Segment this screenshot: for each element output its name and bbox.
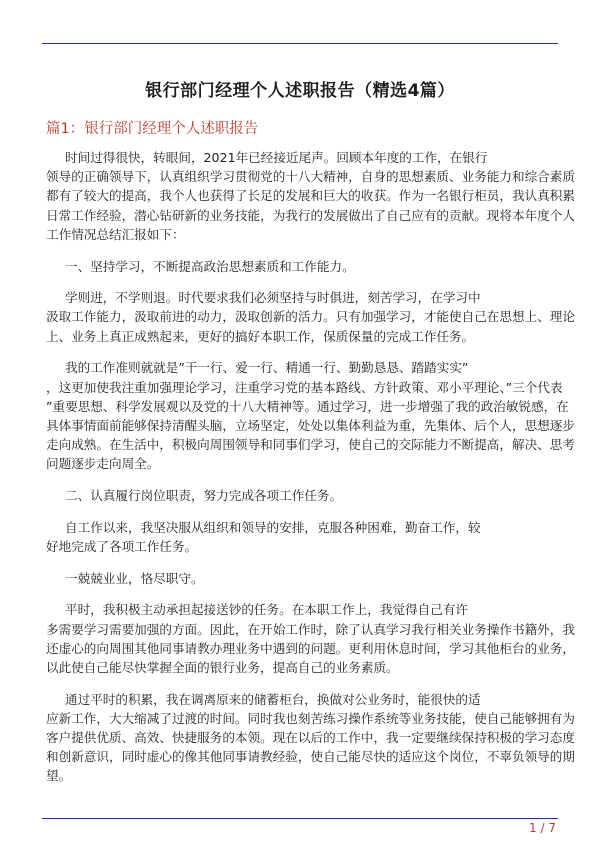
text-line: 应新工作，大大缩减了过渡的时间。同时我也刻苦练习操作系统等业务技能，使自己能够拥有为 bbox=[46, 710, 575, 726]
text-line: ”重要思想、科学发展观以及党的十八大精神等。通过学习，进一步增强了我的政治敏锐感，在 bbox=[46, 398, 569, 414]
text-line: 工作情况总结汇报如下： bbox=[46, 226, 185, 242]
text-line: 平时，我积极主动承担起接送钞的任务。在本职工作上，我觉得自己有许 bbox=[65, 602, 468, 618]
text-line: 上、业务上真正成熟起来，更好的搞好本职工作，保质保量的完成工作任务。 bbox=[46, 328, 475, 344]
paragraph bbox=[46, 569, 558, 588]
paragraph bbox=[46, 486, 558, 505]
paragraph bbox=[46, 600, 575, 677]
text-line: 领导的正确领导下，认真组织学习贯彻党的十八大精神，自身的思想素质、业务能力和综合素质 bbox=[46, 169, 575, 185]
page-indicator: 1 / 7 bbox=[529, 821, 556, 835]
text-line: 望。 bbox=[46, 768, 72, 784]
text-line: 时间过得很快，转眼间，2021年已经接近尾声。回顾本年度的工作，在银行 bbox=[65, 150, 488, 165]
text-line: 好地完成了各项工作任务。 bbox=[46, 538, 198, 554]
text-line: 具体事情面前能够保持清醒头脑，立场坚定，处处以集体利益为重，先集体、后个人，思想逐步 bbox=[46, 417, 575, 433]
paragraph bbox=[46, 690, 575, 786]
paragraph bbox=[46, 257, 558, 276]
text-line: 通过平时的积累，我在调离原来的储蓄柜台，换做对公业务时，能很快的适 bbox=[65, 691, 481, 707]
text-line: 二、认真履行岗位职责，努力完成各项工作任务。 bbox=[65, 488, 343, 504]
text-line: 走向成熟。在生活中，积极向周围领导和同事们学习，使自己的交际能力不断提高，解决、思考 bbox=[46, 437, 575, 453]
text-line: ，这更加使我注重加强理论学习，注重学习党的基本路线、方针政策、邓小平理论、”三个代表 bbox=[46, 379, 563, 395]
text-line: 日常工作经验，潜心钻研新的业务技能，为我行的发展做出了自己应有的贡献。现将本年度个人 bbox=[46, 207, 575, 223]
text-line: 都有了较大的提高，我个人也获得了长足的发展和巨大的收获。作为一名银行柜员，我认真积累 bbox=[46, 188, 575, 204]
paragraph bbox=[46, 288, 575, 346]
document-body bbox=[46, 148, 575, 798]
text-line: 和创新意识，同时虚心的像其他同事请教经验，使自己能尽快的适应这个岗位，不辜负领导的期 bbox=[46, 749, 575, 765]
header-rule bbox=[42, 43, 558, 44]
text-line: 问题逐步走向周全。 bbox=[46, 456, 160, 472]
text-line: 多需要学习需要加强的方面。因此，在开始工作时，除了认真学习我行相关业务操作书籍外，我 bbox=[46, 621, 575, 637]
text-line: 自工作以来，我坚决服从组织和领导的安排，克服各种困难，勤奋工作，较 bbox=[65, 519, 481, 535]
document-title: 银行部门经理个人述职报告（精选4篇） bbox=[145, 81, 455, 101]
text-line: 还虚心的向周围其他同事请教办理业务中遇到的问题。更利用休息时间，学习其他柜台的业务， bbox=[46, 640, 575, 656]
paragraph bbox=[46, 148, 575, 244]
text-line: 一、坚持学习，不断提高政治思想素质和工作能力。 bbox=[65, 258, 355, 274]
footer-rule bbox=[42, 818, 558, 819]
section-title: 篇1：银行部门经理个人述职报告 bbox=[46, 121, 259, 137]
text-line: 学则进，不学则退。时代要求我们必须坚持与时俱进，刻苦学习，在学习中 bbox=[65, 290, 481, 306]
paragraph bbox=[46, 358, 575, 473]
text-line: 汲取工作能力，汲取前进的动力，汲取创新的活力。只有加强学习，才能使自己在思想上、理论 bbox=[46, 309, 575, 325]
text-line: 我的工作准则就就是”干一行、爱一行、精通一行、勤勤恳恳、踏踏实实” bbox=[65, 360, 469, 376]
paragraph bbox=[46, 518, 558, 556]
text-line: 客户提供优质、高效、快捷服务的本领。现在以后的工作中，我一定要继续保持积极的学习态度 bbox=[46, 730, 575, 746]
text-line: 一兢兢业业，恪尽职守。 bbox=[65, 570, 204, 586]
text-line: 以此使自己能尽快掌握全面的银行业务，提高自己的业务素质。 bbox=[46, 659, 399, 675]
